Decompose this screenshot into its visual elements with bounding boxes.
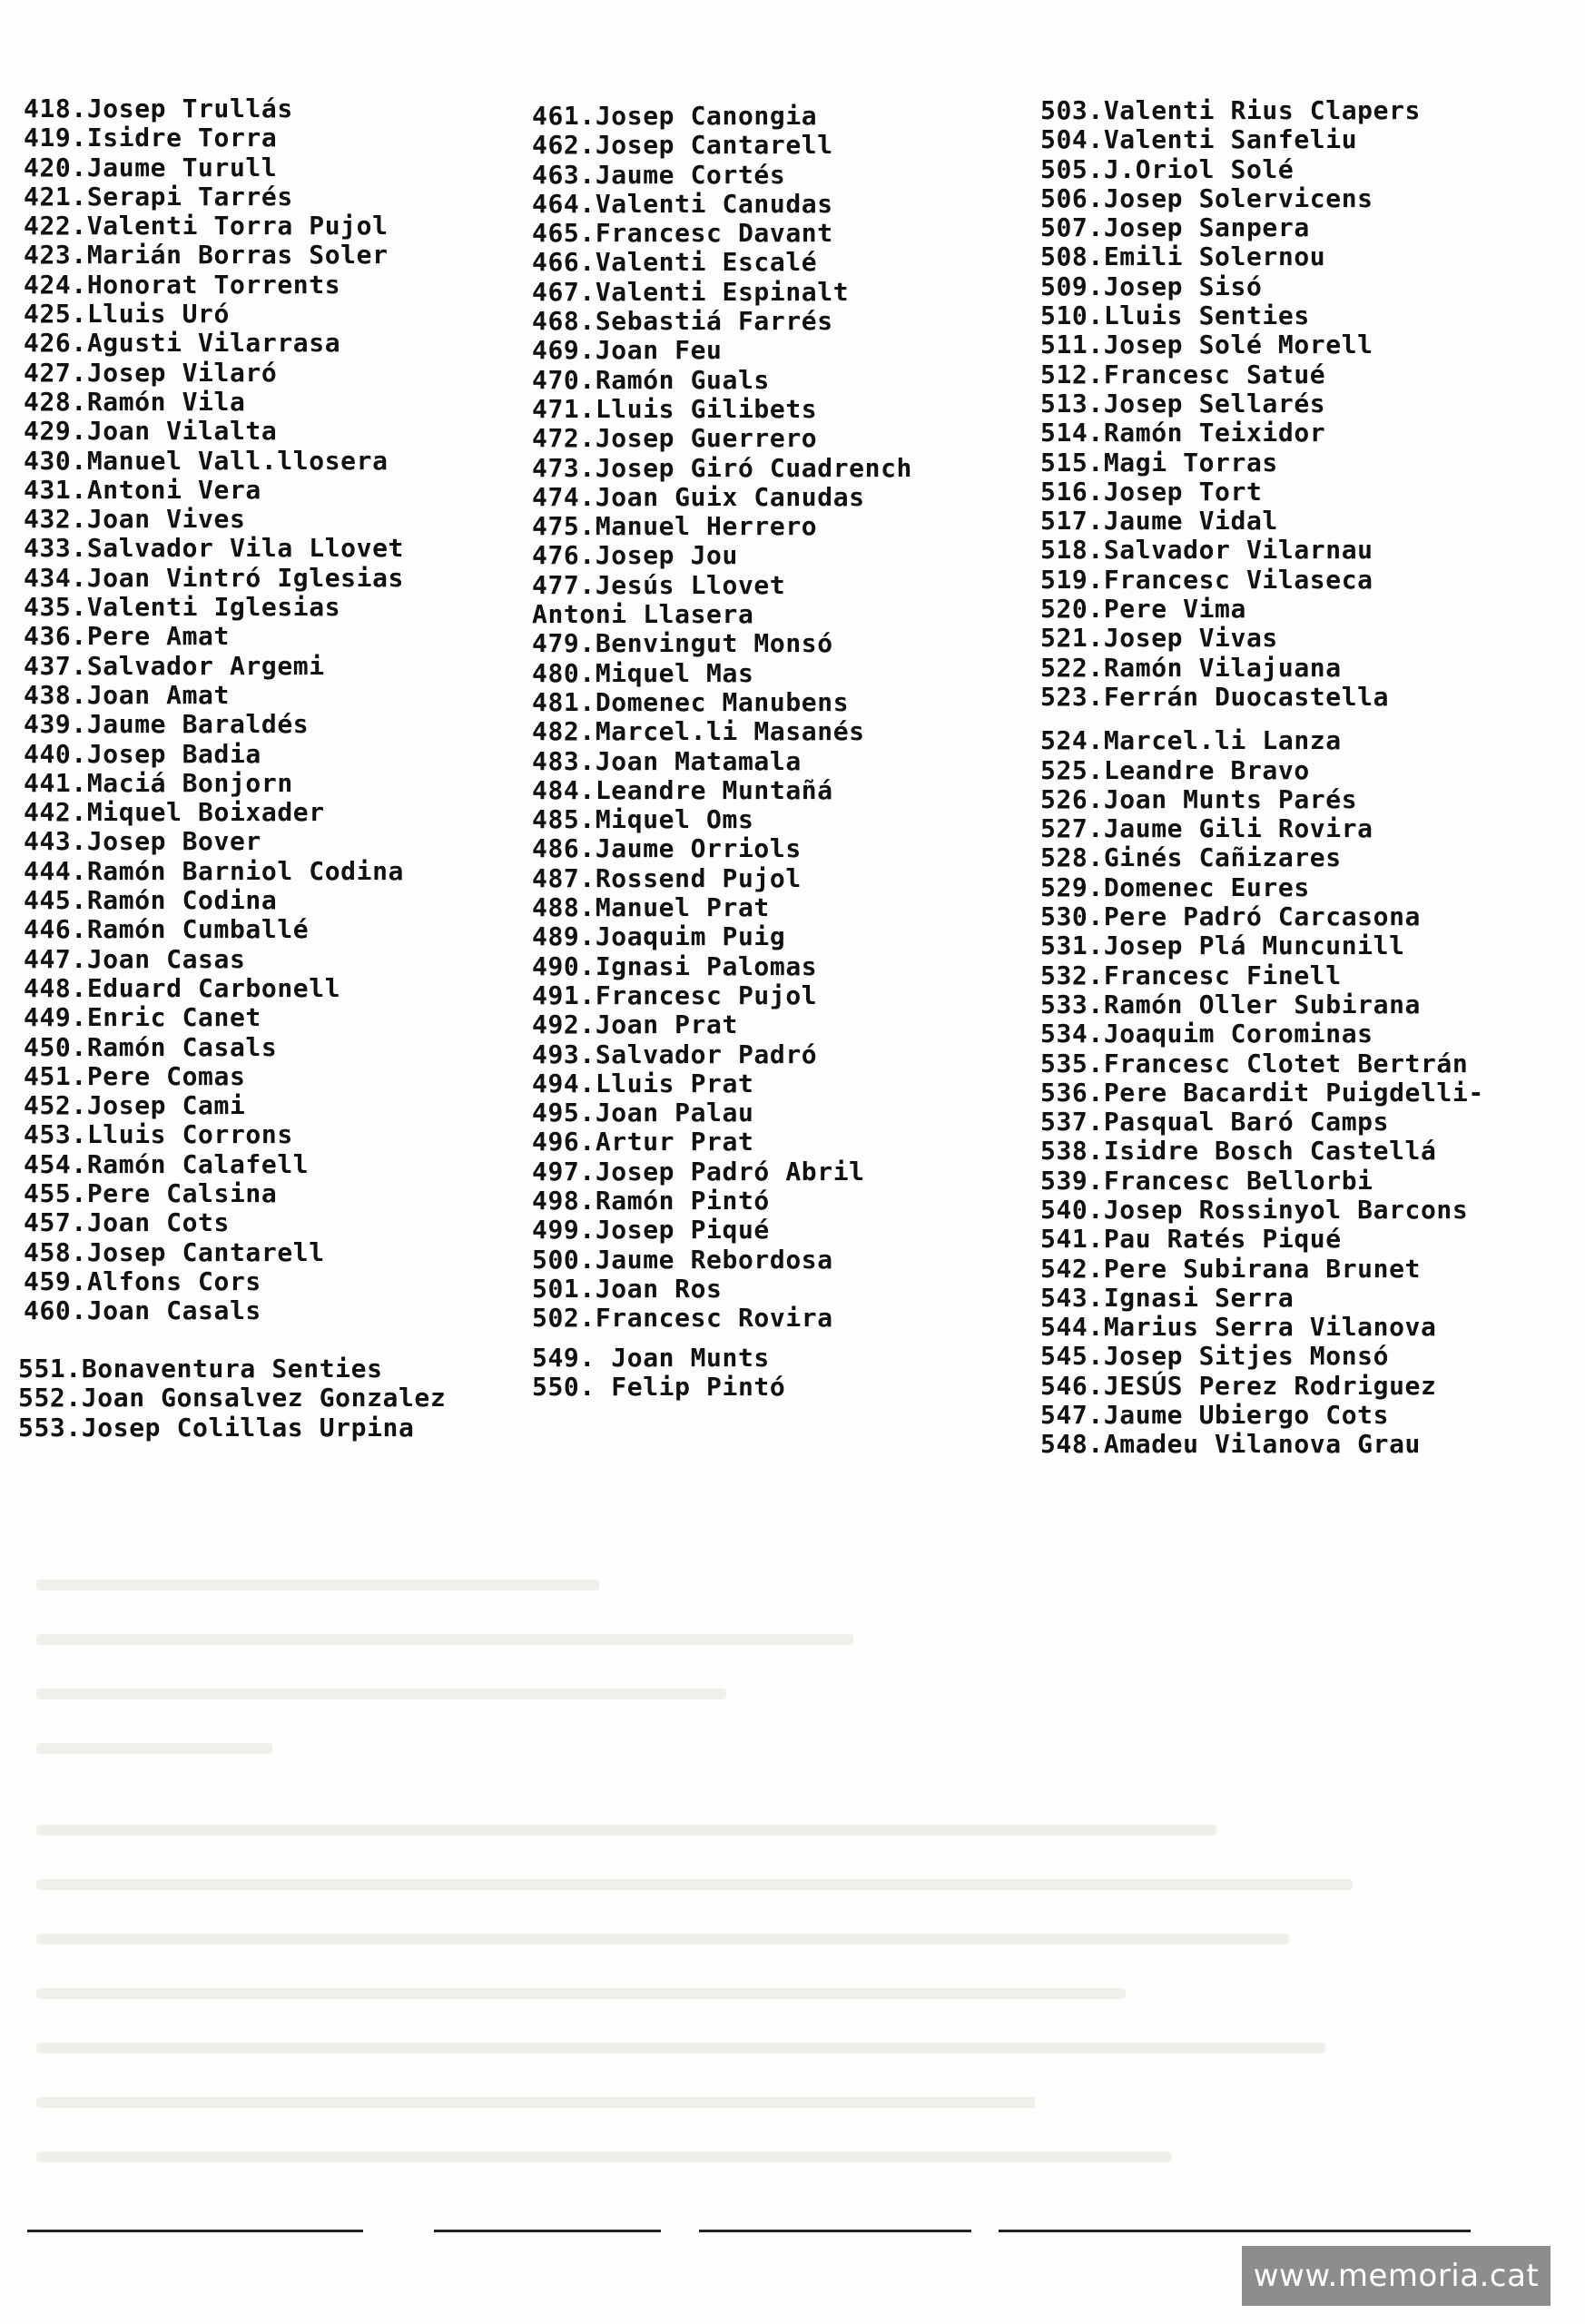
list-entry: 447.Joan Casas	[24, 943, 246, 974]
list-entry: 530.Pere Padró Carcasona	[1040, 901, 1421, 932]
list-entry: 420.Jaume Turull	[24, 152, 278, 182]
name-list-column-left	[24, 94, 404, 1325]
list-entry: 526.Joan Munts Parés	[1040, 783, 1358, 814]
list-entry: 505.J.Oriol Solé	[1040, 153, 1295, 184]
list-entry: 514.Ramón Teixidor	[1040, 418, 1326, 448]
list-entry: 432.Joan Vives	[24, 504, 246, 535]
list-entry: 520.Pere Vima	[1040, 594, 1246, 625]
list-entry: 451.Pere Comas	[24, 1060, 246, 1091]
name-list-column-middle	[532, 102, 912, 1333]
list-entry: 541.Pau Ratés Piqué	[1040, 1224, 1342, 1255]
list-entry: 441.Maciá Bonjorn	[24, 767, 293, 798]
list-entry: 436.Pere Amat	[24, 621, 230, 652]
ghost-line	[36, 1879, 1353, 1890]
divider-line	[27, 2230, 363, 2232]
divider-line	[699, 2230, 971, 2232]
list-entry: 497.Josep Padró Abril	[532, 1156, 865, 1187]
list-entry: 547.Jaume Ubiergo Cots	[1040, 1400, 1390, 1431]
list-entry: 502.Francesc Rovira	[532, 1303, 833, 1334]
list-entry: 477.Jesús Llovet	[532, 569, 786, 600]
list-entry: 458.Josep Cantarell	[24, 1236, 325, 1267]
list-entry: 550. Felip Pintó	[532, 1372, 786, 1403]
list-entry: 448.Eduard Carbonell	[24, 972, 341, 1003]
list-entry: 429.Joan Vilalta	[24, 416, 278, 447]
list-entry: 481.Domenec Manubens	[532, 686, 850, 717]
list-entry: 544.Marius Serra Vilanova	[1040, 1312, 1437, 1343]
list-entry: 488.Manuel Prat	[532, 892, 770, 923]
list-entry: 515.Magi Torras	[1040, 447, 1278, 478]
ghost-line	[36, 1934, 1289, 1945]
list-entry: 534.Joaquim Corominas	[1040, 1019, 1373, 1049]
divider-line	[434, 2230, 661, 2232]
list-entry: 540.Josep Rossinyol Barcons	[1040, 1194, 1469, 1225]
list-entry: 434.Joan Vintró Iglesias	[24, 562, 404, 593]
list-entry: 466.Valenti Escalé	[532, 247, 818, 278]
list-entry: 422.Valenti Torra Pujol	[24, 211, 389, 241]
list-entry: 444.Ramón Barniol Codina	[24, 855, 404, 886]
list-entry: 423.Marián Borras Soler	[24, 240, 389, 271]
list-entry: 459.Alfons Cors	[24, 1265, 261, 1296]
list-entry: 450.Ramón Casals	[24, 1031, 278, 1062]
list-entry: 442.Miquel Boixader	[24, 797, 325, 828]
list-entry: 468.Sebastiá Farrés	[532, 306, 833, 337]
list-entry: 430.Manuel Vall.llosera	[24, 445, 389, 476]
list-entry: 437.Salvador Argemi	[24, 650, 325, 681]
ghost-line	[36, 1988, 1126, 1999]
list-entry: 493.Salvador Padró	[532, 1039, 818, 1069]
list-entry: 499.Josep Piqué	[532, 1215, 770, 1246]
list-entry: 548.Amadeu Vilanova Grau	[1040, 1429, 1421, 1460]
list-entry: 446.Ramón Cumballé	[24, 914, 310, 945]
ghost-line	[36, 1689, 726, 1699]
list-entry: 524.Marcel.li Lanza	[1040, 725, 1342, 756]
list-entry: 421.Serapi Tarrés	[24, 181, 293, 212]
list-entry: 475.Manuel Herrero	[532, 511, 818, 542]
list-entry: 479.Benvingut Monsó	[532, 628, 833, 659]
list-entry: 491.Francesc Pujol	[532, 980, 818, 1010]
list-entry: 431.Antoni Vera	[24, 474, 261, 505]
name-list-column-middle-bottom	[532, 1344, 785, 1403]
list-entry: 521.Josep Vivas	[1040, 623, 1278, 654]
list-entry: 517.Jaume Vidal	[1040, 506, 1278, 537]
list-entry: 470.Ramón Guals	[532, 364, 770, 395]
list-entry: Antoni Llasera	[532, 599, 754, 630]
ghost-line	[36, 2043, 1325, 2053]
list-entry: 516.Josep Tort	[1040, 476, 1263, 507]
list-entry: 462.Josep Cantarell	[532, 130, 833, 161]
list-entry: 492.Joan Prat	[532, 1009, 738, 1040]
list-entry: 489.Joaquim Puig	[532, 921, 786, 952]
list-entry: 455.Pere Calsina	[24, 1177, 278, 1208]
list-entry: 428.Ramón Vila	[24, 386, 246, 417]
list-entry: 425.Lluis Uró	[24, 299, 230, 330]
list-entry: 476.Josep Jou	[532, 540, 738, 571]
list-entry: 418.Josep Trullás	[24, 94, 293, 123]
list-entry: 490.Ignasi Palomas	[532, 950, 818, 981]
list-entry: 454.Ramón Calafell	[24, 1148, 310, 1179]
list-entry: 424.Honorat Torrents	[24, 269, 341, 300]
bleed-through-text	[0, 1525, 1585, 2215]
list-entry: 419.Isidre Torra	[24, 123, 278, 153]
list-entry: 533.Ramón Oller Subirana	[1040, 989, 1421, 1019]
ghost-line	[36, 1634, 853, 1645]
list-entry: 551.Bonaventura Senties	[18, 1354, 383, 1384]
list-entry: 501.Joan Ros	[532, 1273, 723, 1304]
divider-line	[999, 2230, 1471, 2232]
list-entry: 484.Leandre Muntañá	[532, 774, 833, 805]
list-entry: 435.Valenti Iglesias	[24, 592, 341, 623]
list-entry: 525.Leandre Bravo	[1040, 754, 1310, 785]
name-list-column-right	[1040, 96, 1484, 1460]
list-entry: 506.Josep Solervicens	[1040, 182, 1373, 213]
ghost-line	[36, 1743, 272, 1754]
list-entry: 538.Isidre Bosch Castellá	[1040, 1136, 1437, 1167]
list-entry: 457.Joan Cots	[24, 1207, 230, 1238]
list-entry: 500.Jaume Rebordosa	[532, 1244, 833, 1275]
list-entry: 549. Joan Munts	[532, 1343, 770, 1373]
list-entry: 523.Ferrán Duocastella	[1040, 681, 1390, 712]
list-entry: 460.Joan Casals	[24, 1295, 261, 1326]
list-entry: 527.Jaume Gili Rovira	[1040, 813, 1373, 844]
list-entry: 427.Josep Vilaró	[24, 357, 278, 388]
list-entry: 543.Ignasi Serra	[1040, 1282, 1295, 1313]
list-entry: 486.Jaume Orriols	[532, 833, 802, 864]
list-entry: 528.Ginés Cañizares	[1040, 842, 1342, 873]
list-entry: 474.Joan Guix Canudas	[532, 481, 865, 512]
watermark-badge: www.memoria.cat	[1242, 2246, 1551, 2306]
list-entry: 546.JESÚS Perez Rodriguez	[1040, 1370, 1437, 1401]
list-entry: 482.Marcel.li Masanés	[532, 716, 865, 747]
name-list-column-left-bottom	[18, 1354, 446, 1443]
list-entry: 518.Salvador Vilarnau	[1040, 535, 1373, 566]
list-entry: 483.Joan Matamala	[532, 745, 802, 776]
list-entry: 545.Josep Sitjes Monsó	[1040, 1341, 1390, 1372]
list-entry: 539.Francesc Bellorbi	[1040, 1165, 1373, 1196]
list-entry: 529.Domenec Eures	[1040, 872, 1310, 902]
list-entry: 473.Josep Giró Cuadrench	[532, 452, 912, 483]
list-entry: 552.Joan Gonsalvez Gonzalez	[18, 1383, 447, 1413]
ghost-line	[36, 1580, 599, 1590]
list-entry: 498.Ramón Pintó	[532, 1185, 770, 1216]
list-entry: 465.Francesc Davant	[532, 218, 833, 249]
list-entry: 507.Josep Sanpera	[1040, 212, 1310, 243]
list-entry: 440.Josep Badia	[24, 738, 261, 769]
list-entry: 469.Joan Feu	[532, 335, 723, 366]
list-entry: 445.Ramón Codina	[24, 885, 278, 916]
list-entry: 471.Lluis Gilibets	[532, 393, 818, 424]
list-entry: 496.Artur Prat	[532, 1127, 754, 1157]
list-entry: 433.Salvador Vila Llovet	[24, 533, 404, 564]
list-entry: 503.Valenti Rius Clapers	[1040, 95, 1421, 125]
list-entry: 463.Jaume Cortés	[532, 159, 786, 190]
list-entry: 443.Josep Bover	[24, 826, 261, 857]
list-entry: 464.Valenti Canudas	[532, 188, 833, 219]
list-entry: 452.Josep Cami	[24, 1090, 246, 1121]
list-entry: 508.Emili Solernou	[1040, 241, 1326, 272]
list-entry: 519.Francesc Vilaseca	[1040, 564, 1373, 595]
list-entry: 511.Josep Solé Morell	[1040, 330, 1373, 360]
list-entry: 467.Valenti Espinalt	[532, 276, 850, 307]
list-entry: 542.Pere Subirana Brunet	[1040, 1253, 1421, 1284]
list-entry: 480.Miquel Mas	[532, 657, 754, 688]
list-entry: 453.Lluis Corrons	[24, 1119, 293, 1150]
list-entry: 485.Miquel Oms	[532, 804, 754, 835]
ghost-line	[36, 2152, 1171, 2162]
list-entry: 513.Josep Sellarés	[1040, 388, 1326, 419]
list-gap	[1040, 712, 1484, 726]
list-entry: 487.Rossend Pujol	[532, 862, 802, 893]
list-entry: 438.Joan Amat	[24, 679, 230, 710]
list-entry: 495.Joan Palau	[532, 1098, 754, 1128]
list-entry: 426.Agusti Vilarrasa	[24, 328, 341, 359]
ghost-line	[36, 2097, 1035, 2108]
list-entry: 472.Josep Guerrero	[532, 423, 818, 454]
list-entry: 461.Josep Canongia	[532, 101, 818, 131]
list-entry: 509.Josep Sisó	[1040, 271, 1263, 301]
list-entry: 522.Ramón Vilajuana	[1040, 652, 1342, 683]
list-entry: 537.Pasqual Baró Camps	[1040, 1107, 1390, 1137]
list-entry: 449.Enric Canet	[24, 1002, 261, 1033]
list-entry: 532.Francesc Finell	[1040, 960, 1342, 990]
list-entry: 535.Francesc Clotet Bertrán	[1040, 1048, 1469, 1078]
list-entry: 439.Jaume Baraldés	[24, 709, 310, 740]
list-entry: 504.Valenti Sanfeliu	[1040, 124, 1358, 155]
list-entry: 494.Lluis Prat	[532, 1068, 754, 1098]
list-entry: 536.Pere Bacardit Puigdelli-	[1040, 1077, 1484, 1108]
list-entry: 510.Lluis Senties	[1040, 300, 1310, 331]
ghost-line	[36, 1825, 1216, 1836]
list-entry: 512.Francesc Satué	[1040, 359, 1326, 389]
list-entry: 531.Josep Plá Muncunill	[1040, 931, 1405, 961]
list-entry: 553.Josep Colillas Urpina	[18, 1412, 415, 1443]
